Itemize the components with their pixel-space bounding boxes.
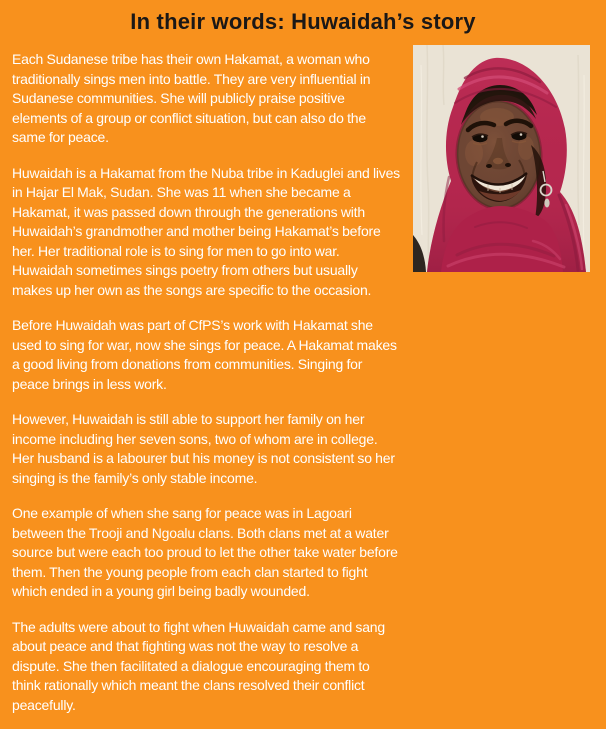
story-paragraph-2: Huwaidah is a Hakamat from the Nuba tribe in Kaduglei and lives in Hajar El Mak, Sudan. She was 11 when she became a Hakamat, it was passed down through the generations with Huwaidah’s grandmother and mother being Hakamat’s before her. Her traditional role is to sing for men to go into war. Huwaidah sometimes sings poetry from others but usually makes up her own as the songs are specific to the occasion. <box>12 164 400 298</box>
page-title: In their words: Huwaidah’s story <box>130 9 476 34</box>
story-paragraph-4: However, Huwaidah is still able to support her family on her income including her seven sons, two of whom are in college. Her husband is a labourer but his money is not consistent so her singing is the family’s only stable income. <box>12 411 395 486</box>
story-paragraph-5: One example of when she sang for peace was in Lagoari between the Trooji and Ngoalu clans. Both clans met at a water source but were each too proud to let the other take water before them. Then the young people from each clan started to fight which ended in a young girl being badly wounded. <box>12 505 398 599</box>
content-area <box>0 35 606 729</box>
story-paragraph-3: Before Huwaidah was part of CfPS’s work with Hakamat she used to sing for war, now she sings for peace. A Hakamat makes a good living from donations from communities. Singing for peace brings in less work. <box>12 317 397 392</box>
story-paragraph-1: Each Sudanese tribe has their own Hakamat, a woman who traditionally sings men into battle. They are very influential in Sudanese communities. She will publicly praise positive elements of a group or conflict situation, but can also do the same for peace. <box>12 51 371 145</box>
huwaidah-portrait-photo <box>413 45 590 272</box>
portrait-illustration <box>413 45 590 272</box>
story-paragraph-6: The adults were about to fight when Huwaidah came and sang about peace and that fighting was not the way to resolve a dispute. She then facilitated a dialogue encouraging them to think rationally which meant the clans resolved their conflict peacefully. <box>12 618 385 713</box>
story-text <box>12 45 400 729</box>
